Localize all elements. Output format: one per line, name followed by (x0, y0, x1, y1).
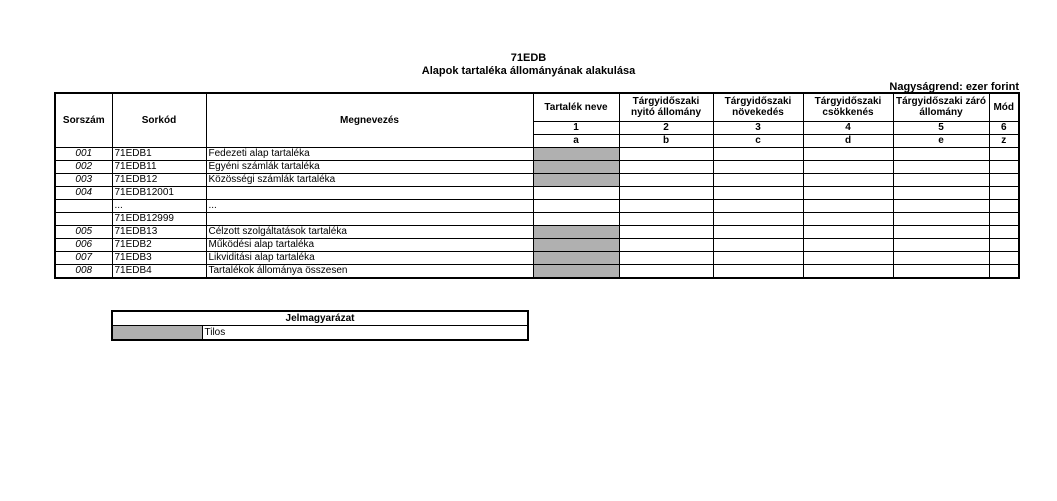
cell-nyito[interactable] (619, 199, 713, 212)
cell-tartalek (533, 251, 619, 264)
row-sorkod: 71EDB13 (112, 225, 206, 238)
row-sorszam: 008 (55, 264, 112, 278)
row-sorkod: 71EDB1 (112, 147, 206, 160)
cell-csokkenes[interactable] (803, 199, 893, 212)
row-sorkod: 71EDB4 (112, 264, 206, 278)
cell-novekedes[interactable] (713, 225, 803, 238)
cell-mod[interactable] (989, 199, 1019, 212)
row-sorkod: 71EDB3 (112, 251, 206, 264)
column-letter-2: b (619, 134, 713, 147)
row-sorszam: 007 (55, 251, 112, 264)
cell-csokkenes[interactable] (803, 238, 893, 251)
cell-csokkenes[interactable] (803, 160, 893, 173)
form-code: 71EDB (510, 52, 547, 64)
column-letter-3: c (713, 134, 803, 147)
header-mod: Mód (989, 93, 1019, 121)
row-sorszam: 006 (55, 238, 112, 251)
cell-csokkenes[interactable] (803, 173, 893, 186)
header-csokkenes: Tárgyidőszaki csökkenés (803, 93, 893, 121)
cell-zaro[interactable] (893, 264, 989, 278)
row-megnevezes: Közösségi számlák tartaléka (206, 173, 533, 186)
column-number-6: 6 (989, 121, 1019, 134)
cell-csokkenes[interactable] (803, 225, 893, 238)
cell-mod[interactable] (989, 160, 1019, 173)
row-sorszam (55, 199, 112, 212)
cell-zaro[interactable] (893, 225, 989, 238)
table-row (55, 225, 1019, 238)
row-sorkod: 71EDB2 (112, 238, 206, 251)
row-megnevezes: Célzott szolgáltatások tartaléka (206, 225, 533, 238)
cell-nyito[interactable] (619, 238, 713, 251)
column-number-4: 4 (803, 121, 893, 134)
row-sorkod: 71EDB12001 (112, 186, 206, 199)
cell-tartalek[interactable] (533, 212, 619, 225)
header-tartalek: Tartalék neve (533, 93, 619, 121)
legend-swatch (112, 326, 202, 341)
row-megnevezes: Likviditási alap tartaléka (206, 251, 533, 264)
cell-novekedes[interactable] (713, 173, 803, 186)
row-megnevezes: Működési alap tartaléka (206, 238, 533, 251)
cell-zaro[interactable] (893, 251, 989, 264)
cell-novekedes[interactable] (713, 212, 803, 225)
cell-tartalek (533, 264, 619, 278)
cell-nyito[interactable] (619, 186, 713, 199)
header-novekedes: Tárgyidőszaki növekedés (713, 93, 803, 121)
cell-nyito[interactable] (619, 147, 713, 160)
row-sorkod: 71EDB12999 (112, 212, 206, 225)
row-megnevezes: ... (206, 199, 533, 212)
column-letter-6: z (989, 134, 1019, 147)
legend-table (111, 310, 529, 341)
table-row (55, 199, 1019, 212)
cell-novekedes[interactable] (713, 199, 803, 212)
cell-csokkenes[interactable] (803, 212, 893, 225)
cell-tartalek (533, 160, 619, 173)
cell-csokkenes[interactable] (803, 251, 893, 264)
row-sorkod: 71EDB11 (112, 160, 206, 173)
header-sorkod: Sorkód (112, 93, 206, 147)
cell-mod[interactable] (989, 251, 1019, 264)
cell-nyito[interactable] (619, 160, 713, 173)
column-letter-1: a (533, 134, 619, 147)
row-megnevezes (206, 212, 533, 225)
row-sorszam: 001 (55, 147, 112, 160)
row-megnevezes: Egyéni számlák tartaléka (206, 160, 533, 173)
row-sorszam: 002 (55, 160, 112, 173)
cell-zaro[interactable] (893, 173, 989, 186)
row-megnevezes: Fedezeti alap tartaléka (206, 147, 533, 160)
cell-zaro[interactable] (893, 238, 989, 251)
cell-zaro[interactable] (893, 199, 989, 212)
cell-csokkenes[interactable] (803, 264, 893, 278)
column-number-5: 5 (893, 121, 989, 134)
row-sorszam: 003 (55, 173, 112, 186)
table-row (55, 251, 1019, 264)
cell-mod[interactable] (989, 186, 1019, 199)
cell-novekedes[interactable] (713, 251, 803, 264)
row-sorszam: 005 (55, 225, 112, 238)
cell-novekedes[interactable] (713, 147, 803, 160)
cell-zaro[interactable] (893, 212, 989, 225)
table-row (55, 264, 1019, 278)
cell-mod[interactable] (989, 225, 1019, 238)
header-nyito: Tárgyidőszaki nyitó állomány (619, 93, 713, 121)
cell-csokkenes[interactable] (803, 147, 893, 160)
cell-novekedes[interactable] (713, 160, 803, 173)
cell-mod[interactable] (989, 238, 1019, 251)
table-row (55, 160, 1019, 173)
cell-mod[interactable] (989, 173, 1019, 186)
cell-mod[interactable] (989, 212, 1019, 225)
form-title: Alapok tartaléka állományának alakulása (421, 65, 636, 77)
row-megnevezes (206, 186, 533, 199)
row-sorszam: 004 (55, 186, 112, 199)
column-number-2: 2 (619, 121, 713, 134)
cell-zaro[interactable] (893, 160, 989, 173)
column-number-3: 3 (713, 121, 803, 134)
cell-csokkenes[interactable] (803, 186, 893, 199)
cell-tartalek[interactable] (533, 199, 619, 212)
cell-nyito[interactable] (619, 225, 713, 238)
cell-novekedes[interactable] (713, 238, 803, 251)
row-sorszam (55, 212, 112, 225)
legend-label: Tilos (202, 326, 528, 341)
header-megnevezes: Megnevezés (206, 93, 533, 147)
cell-tartalek (533, 225, 619, 238)
cell-tartalek[interactable] (533, 186, 619, 199)
table-row (55, 147, 1019, 160)
header-zaro: Tárgyidőszaki záró állomány (893, 93, 989, 121)
legend-title: Jelmagyarázat (112, 311, 528, 326)
table-row (55, 238, 1019, 251)
header-sorszam: Sorszám (55, 93, 112, 147)
column-letter-5: e (893, 134, 989, 147)
cell-nyito[interactable] (619, 212, 713, 225)
cell-tartalek (533, 238, 619, 251)
column-number-1: 1 (533, 121, 619, 134)
table-row (55, 173, 1019, 186)
cell-nyito[interactable] (619, 264, 713, 278)
cell-mod[interactable] (989, 147, 1019, 160)
cell-tartalek (533, 173, 619, 186)
column-letter-4: d (803, 134, 893, 147)
row-megnevezes: Tartalékok állománya összesen (206, 264, 533, 278)
cell-nyito[interactable] (619, 173, 713, 186)
cell-zaro[interactable] (893, 186, 989, 199)
unit-label: Nagyságrend: ezer forint (889, 81, 1019, 93)
row-sorkod: ... (112, 199, 206, 212)
main-table (54, 92, 1020, 279)
cell-novekedes[interactable] (713, 186, 803, 199)
table-row (55, 186, 1019, 199)
cell-zaro[interactable] (893, 147, 989, 160)
table-row (55, 212, 1019, 225)
cell-mod[interactable] (989, 264, 1019, 278)
row-sorkod: 71EDB12 (112, 173, 206, 186)
cell-tartalek (533, 147, 619, 160)
cell-novekedes[interactable] (713, 264, 803, 278)
cell-nyito[interactable] (619, 251, 713, 264)
